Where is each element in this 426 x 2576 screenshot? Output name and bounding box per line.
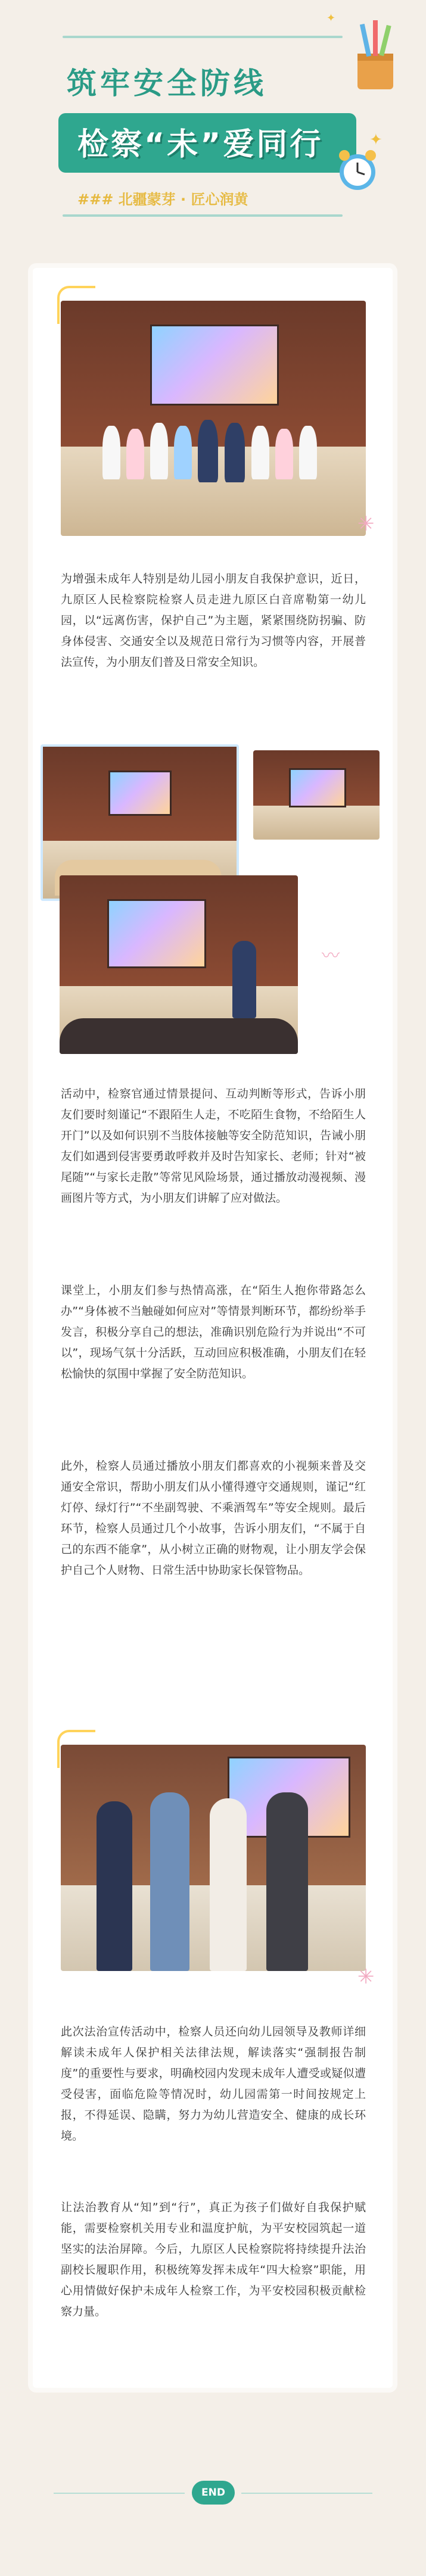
end-badge: END [192,2481,235,2505]
swirl-icon: 〰 [322,946,340,966]
paragraph-law-briefing: 此次法治宣传活动中，检察人员还向幼儿园领导及教师详细解读未成年人保护相关法律法规，解读落实“强制报告制度”的重要性与要求，明确校园内发现未成年人遭受或疑似遭受侵害，面临危险等情况时，幼儿园需第一时间按规定上报，不得延误、隐瞒，努力为幼儿营造安全、健康的成长环境。 [61,2025,366,2142]
end-divider-right [241,2493,372,2494]
photo-classroom-3 [60,875,298,1054]
end-divider-left [54,2493,185,2494]
paragraph-conclusion: 让法治教育从“知”到“行”，真正为孩子们做好自我保护赋能，需要检察机关用专业和温度护航，为平安校园筑起一道坚实的法治屏障。今后，九原区人民检察院将持续提升法治副校长履职作用，积极统筹发挥未成年“四大检察”职能，用心用情做好保护未成年人检察工作，为平安校园积极贡献检察力量。 [61,2201,366,2318]
pen-cup-icon [346,18,405,95]
title-line-2: 检察“未”爱同行 [77,127,324,163]
header-banner [0,0,426,250]
header-divider [63,214,343,217]
paragraph-activity: 活动中，检察官通过情景提问、互动判断等形式，告诉小朋友们要时刻谨记“不跟陌生人走，不吃陌生食物，不给陌生人开门”以及如何识别不当肢体接触等安全防范知识，告诫小朋友们如遇到侵害要勇敢呼救并及时告知家长、老师；针对“被尾随”“与家长走散”等常见风险场景，通过播放动漫视频、漫画图片等方式，为小朋友们讲解了应对做法。 [61,1087,366,1205]
photo-prosecutors-teachers [61,1745,366,1971]
sparkle-icon: ✦ [327,12,336,24]
photo-classroom-2 [253,750,380,840]
title-line-1: 筑牢安全防线 [67,66,267,101]
paragraph-classroom: 课堂上，小朋友们参与热情高涨，在“陌生人抱你带路怎么办”“身体被不当触碰如何应对”等情景判断环节，都纷纷举手发言，积极分享自己的想法，准确识别危险行为并说出“不可以”，现场气氛十分活跃，互动回应积极准确，小朋友们在轻松愉快的氛围中掌握了安全防范知识。 [61,1284,366,1380]
swirl-icon: ✳ [357,1965,375,1989]
header-divider [63,36,343,38]
paragraph-intro: 为增强未成年人特别是幼儿园小朋友自我保护意识，近日，九原区人民检察院检察人员走进九原区白音席勒第一幼儿园，以“远离伤害，保护自己”为主题，紧紧围绕防拐骗、防身体侵害、交通安全以及规范日常行为习惯等内容，开展普法宣传，为小朋友们普及日常安全知识。 [61,572,366,669]
swirl-icon: ✳ [357,512,375,536]
paragraph-traffic: 此外，检察人员通过播放小朋友们都喜欢的小视频来普及交通安全常识，帮助小朋友们从小懂得遵守交通规则，谨记“红灯停、绿灯行”“不坐副驾驶、不乘酒驾车”等安全规则。最后环节，检察人员通过几个小故事，告诉小朋友们，“不属于自己的东西不能拿”，从小树立正确的财物观，让小朋友学会保护自己个人财物、日常生活中协助家长保管物品。 [61,1459,366,1577]
photo-group-stage [61,301,366,536]
sparkle-icon: ✦ [369,131,383,149]
subtitle: ### 北疆蒙芽 · 匠心润黄 [77,191,248,208]
alarm-clock-icon [334,146,381,194]
